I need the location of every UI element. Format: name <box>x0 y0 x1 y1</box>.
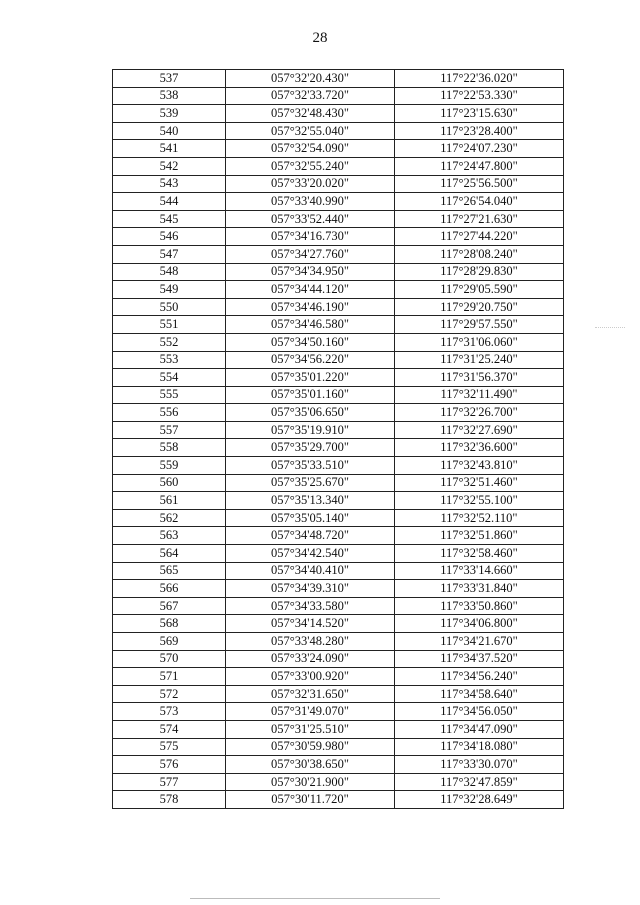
table-row <box>113 105 564 123</box>
table-row <box>113 580 564 598</box>
longitude-cell: 117°31'56.370" <box>395 369 564 387</box>
table-row <box>113 157 564 175</box>
bottom-rule <box>190 898 440 899</box>
table-row <box>113 509 564 527</box>
latitude-cell: 057°35'13.340" <box>226 492 395 510</box>
point-number-cell: 537 <box>113 70 226 88</box>
point-number-cell: 544 <box>113 193 226 211</box>
table-row <box>113 668 564 686</box>
table-row <box>113 175 564 193</box>
latitude-cell: 057°35'01.220" <box>226 369 395 387</box>
longitude-cell: 117°32'58.460" <box>395 545 564 563</box>
latitude-cell: 057°35'19.910" <box>226 421 395 439</box>
longitude-cell: 117°32'51.860" <box>395 527 564 545</box>
point-number-cell: 564 <box>113 545 226 563</box>
longitude-cell: 117°32'28.649" <box>395 791 564 809</box>
table-row <box>113 298 564 316</box>
latitude-cell: 057°33'52.440" <box>226 210 395 228</box>
longitude-cell: 117°32'43.810" <box>395 457 564 475</box>
table-row <box>113 791 564 809</box>
longitude-cell: 117°26'54.040" <box>395 193 564 211</box>
longitude-cell: 117°31'25.240" <box>395 351 564 369</box>
point-number-cell: 572 <box>113 685 226 703</box>
table-row <box>113 597 564 615</box>
table-row <box>113 122 564 140</box>
table-row <box>113 404 564 422</box>
table-row <box>113 720 564 738</box>
latitude-cell: 057°34'48.720" <box>226 527 395 545</box>
longitude-cell: 117°29'57.550" <box>395 316 564 334</box>
longitude-cell: 117°33'14.660" <box>395 562 564 580</box>
longitude-cell: 117°32'26.700" <box>395 404 564 422</box>
point-number-cell: 541 <box>113 140 226 158</box>
table-row <box>113 545 564 563</box>
latitude-cell: 057°34'50.160" <box>226 333 395 351</box>
longitude-cell: 117°34'21.670" <box>395 633 564 651</box>
longitude-cell: 117°33'50.860" <box>395 597 564 615</box>
point-number-cell: 557 <box>113 421 226 439</box>
point-number-cell: 548 <box>113 263 226 281</box>
table-row <box>113 773 564 791</box>
point-number-cell: 539 <box>113 105 226 123</box>
latitude-cell: 057°32'48.430" <box>226 105 395 123</box>
latitude-cell: 057°33'40.990" <box>226 193 395 211</box>
point-number-cell: 543 <box>113 175 226 193</box>
table-row <box>113 193 564 211</box>
point-number-cell: 570 <box>113 650 226 668</box>
longitude-cell: 117°24'47.800" <box>395 157 564 175</box>
latitude-cell: 057°33'00.920" <box>226 668 395 686</box>
longitude-cell: 117°33'30.070" <box>395 756 564 774</box>
table-row <box>113 457 564 475</box>
longitude-cell: 117°25'56.500" <box>395 175 564 193</box>
longitude-cell: 117°34'06.800" <box>395 615 564 633</box>
latitude-cell: 057°30'11.720" <box>226 791 395 809</box>
point-number-cell: 565 <box>113 562 226 580</box>
latitude-cell: 057°31'25.510" <box>226 720 395 738</box>
latitude-cell: 057°35'29.700" <box>226 439 395 457</box>
point-number-cell: 545 <box>113 210 226 228</box>
latitude-cell: 057°34'33.580" <box>226 597 395 615</box>
point-number-cell: 573 <box>113 703 226 721</box>
coordinates-table-body <box>113 70 564 809</box>
point-number-cell: 547 <box>113 245 226 263</box>
table-row <box>113 281 564 299</box>
latitude-cell: 057°32'54.090" <box>226 140 395 158</box>
longitude-cell: 117°34'58.640" <box>395 685 564 703</box>
table-row <box>113 228 564 246</box>
longitude-cell: 117°27'44.220" <box>395 228 564 246</box>
point-number-cell: 575 <box>113 738 226 756</box>
latitude-cell: 057°34'34.950" <box>226 263 395 281</box>
page-number: 28 <box>312 30 328 46</box>
point-number-cell: 559 <box>113 457 226 475</box>
latitude-cell: 057°35'25.670" <box>226 474 395 492</box>
table-row <box>113 369 564 387</box>
longitude-cell: 117°34'56.240" <box>395 668 564 686</box>
point-number-cell: 560 <box>113 474 226 492</box>
table-row <box>113 333 564 351</box>
point-number-cell: 576 <box>113 756 226 774</box>
latitude-cell: 057°35'01.160" <box>226 386 395 404</box>
longitude-cell: 117°28'08.240" <box>395 245 564 263</box>
table-row <box>113 633 564 651</box>
latitude-cell: 057°33'24.090" <box>226 650 395 668</box>
point-number-cell: 558 <box>113 439 226 457</box>
longitude-cell: 117°22'36.020" <box>395 70 564 88</box>
point-number-cell: 569 <box>113 633 226 651</box>
latitude-cell: 057°32'55.240" <box>226 157 395 175</box>
table-row <box>113 87 564 105</box>
longitude-cell: 117°34'18.080" <box>395 738 564 756</box>
latitude-cell: 057°34'42.540" <box>226 545 395 563</box>
latitude-cell: 057°35'33.510" <box>226 457 395 475</box>
latitude-cell: 057°33'48.280" <box>226 633 395 651</box>
longitude-cell: 117°23'15.630" <box>395 105 564 123</box>
latitude-cell: 057°34'39.310" <box>226 580 395 598</box>
longitude-cell: 117°31'06.060" <box>395 333 564 351</box>
table-row <box>113 70 564 88</box>
point-number-cell: 538 <box>113 87 226 105</box>
latitude-cell: 057°32'33.720" <box>226 87 395 105</box>
latitude-cell: 057°31'49.070" <box>226 703 395 721</box>
latitude-cell: 057°32'55.040" <box>226 122 395 140</box>
longitude-cell: 117°32'27.690" <box>395 421 564 439</box>
table-row <box>113 756 564 774</box>
longitude-cell: 117°32'52.110" <box>395 509 564 527</box>
point-number-cell: 563 <box>113 527 226 545</box>
point-number-cell: 578 <box>113 791 226 809</box>
point-number-cell: 577 <box>113 773 226 791</box>
point-number-cell: 555 <box>113 386 226 404</box>
latitude-cell: 057°35'06.650" <box>226 404 395 422</box>
point-number-cell: 550 <box>113 298 226 316</box>
point-number-cell: 568 <box>113 615 226 633</box>
coordinates-table <box>112 69 564 809</box>
point-number-cell: 567 <box>113 597 226 615</box>
table-row <box>113 351 564 369</box>
table-row <box>113 210 564 228</box>
table-row <box>113 316 564 334</box>
table-row <box>113 245 564 263</box>
point-number-cell: 552 <box>113 333 226 351</box>
longitude-cell: 117°32'11.490" <box>395 386 564 404</box>
table-row <box>113 562 564 580</box>
table-row <box>113 421 564 439</box>
table-row <box>113 703 564 721</box>
latitude-cell: 057°34'46.580" <box>226 316 395 334</box>
longitude-cell: 117°34'47.090" <box>395 720 564 738</box>
latitude-cell: 057°34'40.410" <box>226 562 395 580</box>
point-number-cell: 562 <box>113 509 226 527</box>
latitude-cell: 057°34'16.730" <box>226 228 395 246</box>
latitude-cell: 057°34'56.220" <box>226 351 395 369</box>
point-number-cell: 574 <box>113 720 226 738</box>
point-number-cell: 546 <box>113 228 226 246</box>
longitude-cell: 117°32'36.600" <box>395 439 564 457</box>
table-row <box>113 527 564 545</box>
latitude-cell: 057°34'46.190" <box>226 298 395 316</box>
point-number-cell: 561 <box>113 492 226 510</box>
table-row <box>113 140 564 158</box>
point-number-cell: 540 <box>113 122 226 140</box>
longitude-cell: 117°23'28.400" <box>395 122 564 140</box>
longitude-cell: 117°27'21.630" <box>395 210 564 228</box>
point-number-cell: 551 <box>113 316 226 334</box>
table-row <box>113 738 564 756</box>
latitude-cell: 057°34'27.760" <box>226 245 395 263</box>
latitude-cell: 057°34'44.120" <box>226 281 395 299</box>
longitude-cell: 117°32'55.100" <box>395 492 564 510</box>
longitude-cell: 117°24'07.230" <box>395 140 564 158</box>
longitude-cell: 117°32'47.859" <box>395 773 564 791</box>
longitude-cell: 117°29'20.750" <box>395 298 564 316</box>
latitude-cell: 057°32'20.430" <box>226 70 395 88</box>
point-number-cell: 549 <box>113 281 226 299</box>
table-row <box>113 492 564 510</box>
point-number-cell: 556 <box>113 404 226 422</box>
latitude-cell: 057°35'05.140" <box>226 509 395 527</box>
table-row <box>113 386 564 404</box>
longitude-cell: 117°22'53.330" <box>395 87 564 105</box>
point-number-cell: 542 <box>113 157 226 175</box>
longitude-cell: 117°34'56.050" <box>395 703 564 721</box>
longitude-cell: 117°33'31.840" <box>395 580 564 598</box>
table-row <box>113 685 564 703</box>
latitude-cell: 057°30'59.980" <box>226 738 395 756</box>
latitude-cell: 057°32'31.650" <box>226 685 395 703</box>
table-row <box>113 650 564 668</box>
point-number-cell: 554 <box>113 369 226 387</box>
latitude-cell: 057°30'21.900" <box>226 773 395 791</box>
point-number-cell: 571 <box>113 668 226 686</box>
latitude-cell: 057°33'20.020" <box>226 175 395 193</box>
longitude-cell: 117°28'29.830" <box>395 263 564 281</box>
scan-artifact <box>595 327 625 329</box>
table-row <box>113 474 564 492</box>
longitude-cell: 117°34'37.520" <box>395 650 564 668</box>
table-row <box>113 439 564 457</box>
point-number-cell: 553 <box>113 351 226 369</box>
table-row <box>113 615 564 633</box>
longitude-cell: 117°32'51.460" <box>395 474 564 492</box>
latitude-cell: 057°34'14.520" <box>226 615 395 633</box>
longitude-cell: 117°29'05.590" <box>395 281 564 299</box>
point-number-cell: 566 <box>113 580 226 598</box>
table-row <box>113 263 564 281</box>
latitude-cell: 057°30'38.650" <box>226 756 395 774</box>
